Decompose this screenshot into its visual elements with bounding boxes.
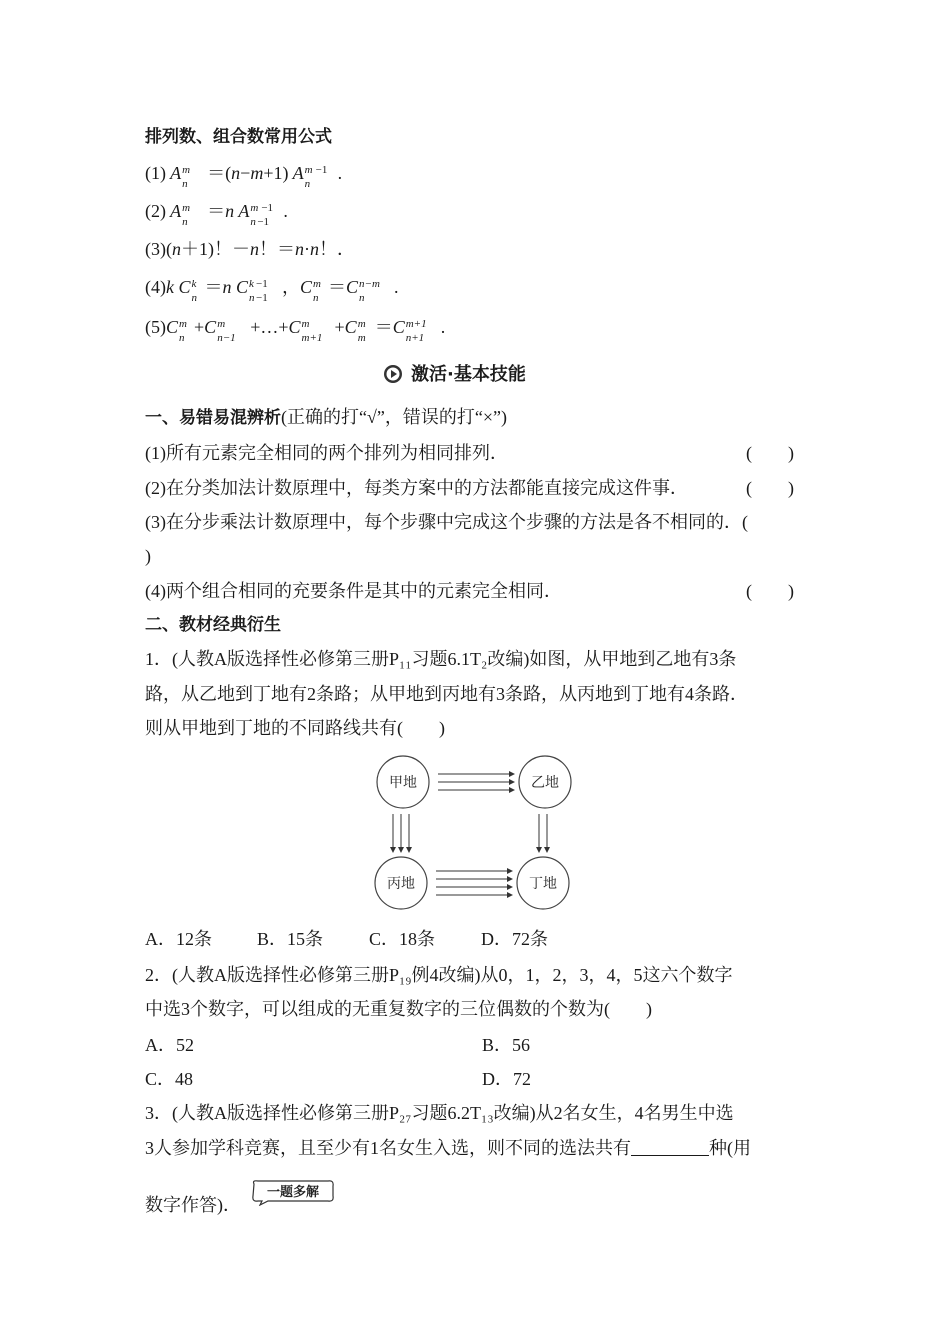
q3-line-2-tail: 种(用 [709, 1138, 751, 1158]
arrows-jia-yi [438, 774, 514, 790]
part1-heading: 一、易错易混辨析 [145, 408, 281, 428]
q1-line-1: 1．(人教A版选择性必修第三册P₁₁习题6.1T₂改编)如图，从甲地到乙地有3条 [145, 649, 737, 669]
q2-line-2: 中选3个数字，可以组成的无重复数字的三位偶数的个数为( ) [145, 999, 652, 1019]
q1-line-2: 路，从乙地到丁地有2条路；从甲地到丙地有3条路，从丙地到丁地有4条路． [145, 684, 748, 704]
item-text: 在分步乘法计数原理中，每个步骤中完成这个步骤的方法是各不相同的．( [166, 512, 748, 532]
answer-bracket-1[interactable]: ( ) [746, 443, 794, 463]
item-label: (1) [145, 443, 166, 463]
item-label: (4) [145, 581, 166, 601]
answer-blank[interactable] [631, 1139, 709, 1156]
item-text: 在分类加法计数原理中，每类方案中的方法都能直接完成这件事． [166, 478, 688, 498]
badge-label: 一题多解 [266, 1185, 320, 1200]
node-ding-label: 丁地 [529, 876, 557, 892]
q1-option-b[interactable]: B．15条 [257, 929, 324, 949]
answer-bracket-2[interactable]: ( ) [746, 478, 794, 498]
formulas-title: 排列数、组合数常用公式 [145, 127, 332, 147]
q1-option-d[interactable]: D．72条 [481, 929, 548, 949]
part1-item-1 [145, 442, 508, 464]
part1-item-3 [145, 511, 748, 533]
q2-option-b[interactable]: B．56 [482, 1035, 531, 1055]
part1-instruction: (正确的打“√”，错误的打“×”) [281, 407, 507, 427]
part2-heading: 二、教材经典衍生 [145, 615, 281, 635]
formula-3: (3)(n＋1)！－n！＝n·n！． [145, 239, 355, 259]
section-title: 激活·基本技能 [411, 364, 526, 385]
answer-bracket-4[interactable]: ( ) [746, 581, 794, 601]
answer-bracket-3-close[interactable]: ) [145, 546, 151, 566]
arrows-jia-bing [393, 814, 409, 852]
formula-1: (1) A m n ＝(n−m+1) A m −1 n . [145, 163, 343, 190]
q1-option-a[interactable]: A．12条 [145, 929, 212, 949]
q2-option-a[interactable]: A．52 [145, 1035, 194, 1055]
multi-solution-badge [248, 1178, 338, 1206]
item-label: (3) [145, 512, 166, 532]
section-heading [383, 360, 526, 386]
item-text: 所有元素完全相同的两个排列为相同排列． [166, 443, 508, 463]
node-jia-label: 甲地 [389, 775, 417, 791]
part1-heading-line [145, 406, 507, 429]
node-yi-label: 乙地 [531, 775, 559, 791]
q3-line-1: 3．(人教A版选择性必修第三册P₂₇习题6.2T₁₃改编)从2名女生，4名男生中选 [145, 1103, 734, 1123]
arrows-bing-ding [436, 871, 512, 895]
part1-item-4 [145, 580, 562, 602]
q3-line-2 [145, 1137, 751, 1159]
formula-4: (4)k C k n ＝n C k −1 n −1 ，C m n ＝C n−m n . [145, 277, 399, 304]
q3-line-2-text: 3人参加学科竞赛，且至少有1名女生入选，则不同的选法共有 [145, 1138, 631, 1158]
play-circle-icon [383, 364, 403, 384]
q2-option-c[interactable]: C．48 [145, 1069, 194, 1089]
q3-line-3: 数字作答)． [145, 1195, 241, 1215]
route-diagram [370, 752, 580, 912]
part1-item-2 [145, 477, 688, 499]
formula-2: (2) A m n ＝n A m −1 n −1 . [145, 201, 288, 228]
q1-option-c[interactable]: C．18条 [369, 929, 436, 949]
q2-option-d[interactable]: D．72 [482, 1069, 531, 1089]
q2-line-1: 2．(人教A版选择性必修第三册P₁₉例4改编)从0，1，2，3，4，5这六个数字 [145, 965, 733, 985]
formula-5: (5)C m n +C m n−1 +…+C m m+1 +C m m ＝C m+1 n+1 . [145, 317, 446, 344]
item-text: 两个组合相同的充要条件是其中的元素完全相同． [166, 581, 562, 601]
node-bing-label: 丙地 [387, 876, 415, 892]
q1-line-3: 则从甲地到丁地的不同路线共有( ) [145, 718, 445, 738]
arrows-yi-ding [539, 814, 547, 852]
item-label: (2) [145, 478, 166, 498]
